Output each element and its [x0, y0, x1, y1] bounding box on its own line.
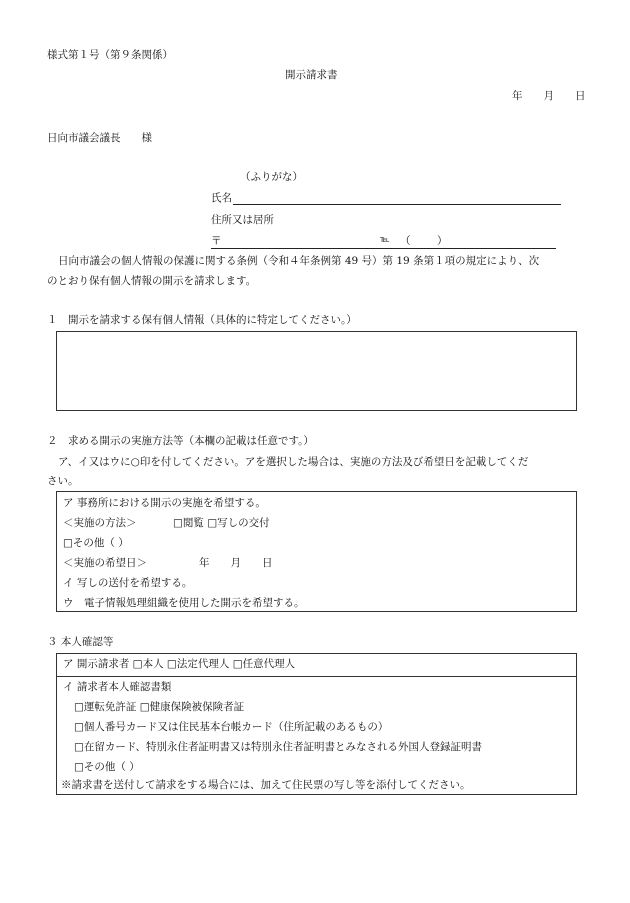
- address-input-line[interactable]: [211, 248, 556, 249]
- requester-type[interactable]: ア 開示請求者 □本人 □法定代理人 □任意代理人: [63, 658, 296, 670]
- section3-box: [56, 653, 577, 795]
- preferred-date-field[interactable]: 年 月 日: [199, 557, 273, 569]
- form-title: 開示請求書: [285, 69, 338, 81]
- section3-heading: ３ 本人確認等: [47, 636, 114, 648]
- name-label: 氏名: [211, 192, 232, 204]
- date-field[interactable]: 年 月 日: [512, 90, 586, 102]
- section3-divider: [57, 676, 576, 677]
- tel-paren: （ ）: [400, 235, 456, 247]
- doc-option-1[interactable]: □運転免許証 □健康保険被保険者証: [74, 701, 245, 713]
- doc-option-2[interactable]: □個人番号カード又は住民基本台帳カード（住所記載のあるもの）: [74, 721, 389, 733]
- tel-label: ℡: [380, 235, 390, 245]
- addressee: 日向市議会議長 様: [47, 132, 152, 144]
- section2-note-line-1: ア、イ又はウに○印を付してください。アを選択した場合は、実施の方法及び希望日を記載してくだ: [58, 456, 529, 468]
- section1-input-box[interactable]: [56, 331, 577, 411]
- method-label: ＜実施の方法＞: [63, 517, 137, 529]
- section1-heading: １ 開示を請求する保有個人情報（具体的に特定してください。）: [47, 314, 357, 326]
- option-u[interactable]: ウ 電子情報処理組織を使用した開示を希望する。: [63, 597, 305, 609]
- option-i[interactable]: イ 写しの送付を希望する。: [63, 577, 193, 589]
- other-option[interactable]: □その他（ ）: [63, 537, 129, 549]
- doc-option-4[interactable]: □その他（ ）: [74, 761, 140, 773]
- intro-line-1: 日向市議会の個人情報の保護に関する条例（令和４年条例第 49 号）第 19 条第１項の規定により、次: [58, 255, 540, 267]
- section2-note-line-2: さい。: [47, 475, 79, 487]
- doc-option-3[interactable]: □在留カード、特別永住者証明書又は特別永住者証明書とみなされる外国人登録証明書: [74, 741, 482, 753]
- method-options[interactable]: □閲覧 □写しの交付: [173, 517, 270, 529]
- name-input-line[interactable]: [233, 204, 561, 205]
- postal-mark: 〒: [211, 235, 222, 247]
- section2-box: [56, 491, 577, 612]
- form-number: 様式第１号（第９条関係）: [47, 49, 173, 61]
- section2-heading: ２ 求める開示の実施方法等（本欄の記載は任意です。）: [47, 435, 314, 447]
- option-a[interactable]: ア 事務所における開示の実施を希望する。: [63, 497, 266, 509]
- furigana-label: （ふりがな）: [240, 171, 303, 183]
- date-label: ＜実施の希望日＞: [63, 557, 147, 569]
- address-label: 住所又は居所: [211, 214, 274, 226]
- docs-heading: イ 請求者本人確認書類: [63, 681, 172, 693]
- intro-line-2: のとおり保有個人情報の開示を請求します。: [47, 275, 257, 287]
- footnote: ※請求書を送付して請求をする場合には、加えて住民票の写し等を添付してください。: [61, 779, 471, 791]
